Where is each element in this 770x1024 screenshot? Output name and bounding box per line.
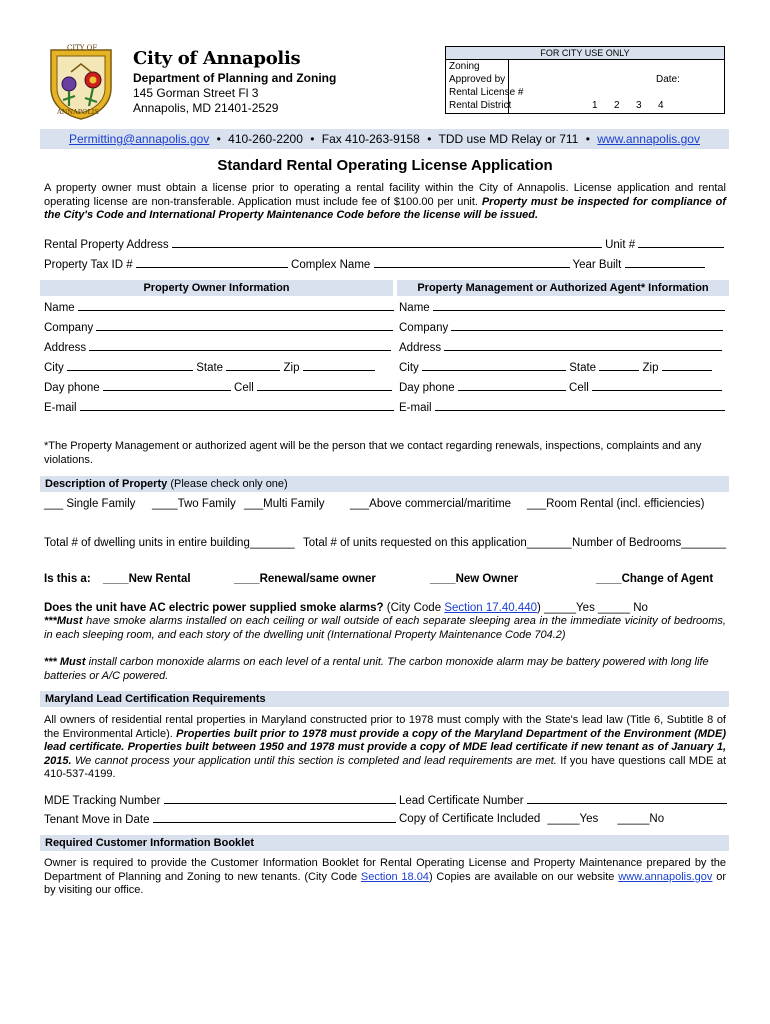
department-street: 145 Gorman Street Fl 3: [133, 86, 259, 100]
unit-label: Unit #: [605, 239, 636, 251]
owner-zip-label: Zip: [283, 362, 300, 374]
mde-tracking-row: [44, 794, 396, 807]
owner-city-row: [44, 361, 375, 374]
contact-separator: •: [216, 132, 221, 146]
owner-address-label: Address: [44, 342, 87, 354]
copy-included-row: [399, 813, 664, 825]
tenant-move-in-field[interactable]: [153, 813, 396, 823]
contact-email-link[interactable]: Permitting@annapolis.gov: [69, 132, 210, 146]
owner-heading: Property Owner Information: [143, 282, 290, 294]
owner-phone-row: [44, 381, 392, 394]
smoke-code-prefix: (City Code: [386, 602, 442, 614]
co-alarm-note: [44, 656, 728, 683]
smoke-alarm-question-row: [44, 602, 648, 614]
owner-name-label: Name: [44, 302, 75, 314]
booklet-code-link[interactable]: Section 18.04: [360, 870, 429, 883]
total-dwelling-units[interactable]: Total # of dwelling units in entire building_______: [44, 537, 295, 549]
owner-city-label: City: [44, 362, 64, 374]
department-city: Annapolis, MD 21401-2529: [133, 101, 279, 115]
property-type-option[interactable]: ___Room Rental (incl. efficiencies): [527, 498, 705, 510]
agent-phone-row: [399, 381, 722, 394]
lead-paragraph: [44, 714, 726, 782]
agent-address-field[interactable]: [444, 341, 722, 351]
booklet-website-link[interactable]: www.annapolis.gov: [618, 870, 713, 883]
agent-company-row: [399, 321, 723, 334]
owner-name-field[interactable]: [78, 301, 394, 311]
lead-certificate-label: Lead Certificate Number: [399, 795, 524, 807]
smoke-code-link[interactable]: Section 17.40.440: [444, 602, 538, 614]
contact-website-link[interactable]: www.annapolis.gov: [597, 132, 700, 146]
property-type-option[interactable]: ___ Single Family: [44, 498, 136, 510]
agent-address-label: Address: [399, 342, 442, 354]
lead-text-1: All owners of residential rental properties in Maryland constructed prior to 1978 must comply with the State's lead law (Title 6, Subtitle 8 of the Environmental Article).: [44, 714, 726, 740]
form-title: Standard Rental Operating License Application: [217, 157, 553, 174]
city-use-date: Date:: [656, 74, 680, 85]
department-name: Department of Planning and Zoning: [133, 71, 337, 85]
number-of-bedrooms[interactable]: Number of Bedrooms_______: [572, 537, 727, 549]
contact-phone: 410-260-2200: [228, 132, 303, 146]
application-type-option[interactable]: ____New Owner: [430, 573, 519, 585]
city-seal-logo: [45, 44, 117, 120]
copy-included-yes[interactable]: _____Yes: [547, 813, 599, 825]
property-type-option[interactable]: ___Multi Family: [244, 498, 325, 510]
smoke-no-option[interactable]: _____ No: [598, 602, 648, 614]
description-heading: Description of Property: [45, 478, 168, 490]
tenant-move-in-row: [44, 813, 396, 826]
agent-heading: Property Management or Authorized Agent* Information: [417, 282, 709, 294]
city-use-rental-license: Rental License #: [449, 87, 524, 98]
agent-city-row: [399, 361, 712, 374]
owner-email-row: [44, 401, 394, 414]
owner-company-label: Company: [44, 322, 94, 334]
application-type-option[interactable]: ____Change of Agent: [596, 573, 714, 585]
seal-text-top: CITY OF: [67, 44, 98, 52]
agent-state-label: State: [569, 362, 597, 374]
owner-company-field[interactable]: [96, 321, 393, 331]
application-type-label: Is this a:: [44, 573, 91, 585]
intro-text: A property owner must obtain a license prior to operating a rental facility within the City of Annapolis. License application and rental operating license are non-transferable. Application must include fee of $100.00 per unit.: [44, 182, 726, 208]
smoke-yes-option[interactable]: _____Yes: [544, 602, 595, 614]
city-use-district-1: 1: [592, 100, 598, 111]
city-name: City of Annapolis: [133, 48, 301, 69]
owner-day-phone-field[interactable]: [103, 381, 231, 391]
description-heading-note: (Please check only one): [170, 478, 288, 490]
agent-city-field[interactable]: [422, 361, 566, 371]
total-units-requested[interactable]: Total # of units requested on this application_______: [303, 537, 572, 549]
contact-tdd: TDD use MD Relay or 711: [438, 132, 579, 146]
booklet-text-3: or by visiting our office.: [44, 870, 726, 896]
rental-property-address-label: Rental Property Address: [44, 239, 169, 251]
description-heading-bar: [40, 476, 729, 492]
owner-company-row: [44, 321, 393, 334]
agent-email-row: [399, 401, 725, 414]
application-type-option[interactable]: ____New Rental: [103, 573, 191, 585]
owner-city-field[interactable]: [67, 361, 193, 371]
contact-bar: [40, 129, 729, 149]
intro-paragraph: [44, 182, 726, 223]
owner-address-field[interactable]: [89, 341, 391, 351]
contact-separator: •: [427, 132, 432, 146]
owner-cell-label: Cell: [234, 382, 254, 394]
agent-name-label: Name: [399, 302, 430, 314]
agent-day-phone-label: Day phone: [399, 382, 455, 394]
owner-email-field[interactable]: [80, 401, 394, 411]
city-use-box: [445, 46, 725, 114]
rental-property-address-row: [44, 238, 724, 251]
tax-complex-row: [44, 258, 705, 271]
lead-certificate-row: [399, 794, 727, 807]
agent-email-field[interactable]: [435, 401, 725, 411]
agent-state-field[interactable]: [599, 361, 639, 371]
city-use-zoning: Zoning: [449, 61, 480, 72]
application-type-option[interactable]: ____Renewal/same owner: [234, 573, 376, 585]
unit-field[interactable]: [638, 238, 724, 248]
agent-email-label: E-mail: [399, 402, 432, 414]
smoke-note-bold: ***Must: [44, 615, 83, 627]
complex-name-label: Complex Name: [291, 259, 371, 271]
rental-property-address-field[interactable]: [172, 238, 602, 248]
agent-note: *The Property Management or authorized agent will be the person that we contact regarding renewals, inspections, complaints and any violations.: [44, 440, 702, 466]
contact-separator: •: [585, 132, 590, 146]
mde-tracking-label: MDE Tracking Number: [44, 795, 161, 807]
contact-fax: Fax 410-263-9158: [321, 132, 420, 146]
owner-state-label: State: [196, 362, 224, 374]
agent-cell-label: Cell: [569, 382, 589, 394]
booklet-text: Owner is required to provide the Customer Information Booklet for Rental Operating License and Property Maintenance prepared by the Department of Planning and Zoning to new tenants. (City Code: [44, 857, 726, 883]
booklet-text-2: ) Copies are available on our website: [428, 870, 615, 883]
smoke-code-suffix: ): [537, 602, 541, 614]
smoke-alarm-note: [44, 615, 726, 642]
co-note-text: install carbon monoxide alarms on each level of a rental unit. The carbon monoxide alarm may be battery powered with long life batteries or A/C powered.: [44, 656, 709, 682]
lead-text-4: If you have questions call MDE at 410-537-4199.: [44, 754, 726, 780]
copy-included-label: Copy of Certificate Included: [399, 813, 541, 825]
owner-zip-field[interactable]: [303, 361, 375, 371]
booklet-heading: Required Customer Information Booklet: [40, 835, 729, 851]
agent-name-field[interactable]: [433, 301, 725, 311]
co-note-bold: *** Must: [44, 656, 86, 668]
tenant-move-in-label: Tenant Move in Date: [44, 814, 150, 826]
copy-included-no[interactable]: _____No: [617, 813, 665, 825]
agent-company-field[interactable]: [451, 321, 723, 331]
owner-cell-field[interactable]: [257, 381, 392, 391]
contact-separator: •: [310, 132, 315, 146]
city-use-district-3: 3: [636, 100, 642, 111]
agent-day-phone-field[interactable]: [458, 381, 566, 391]
smoke-alarm-question: Does the unit have AC electric power supplied smoke alarms?: [44, 602, 384, 614]
agent-city-label: City: [399, 362, 419, 374]
owner-email-label: E-mail: [44, 402, 77, 414]
complex-name-field[interactable]: [374, 258, 570, 268]
agent-cell-field[interactable]: [592, 381, 722, 391]
intro-bold-text: Property must be inspected for compliance of the City's Code and International Property Maintenance Code before the license will be issued.: [44, 195, 727, 221]
city-use-approved-by: Approved by: [449, 74, 506, 85]
city-use-district-2: 2: [614, 100, 620, 111]
city-use-rental-district: Rental District: [449, 100, 512, 111]
year-built-field[interactable]: [625, 258, 705, 268]
agent-address-row: [399, 341, 722, 354]
lead-heading: Maryland Lead Certification Requirements: [40, 691, 729, 707]
property-tax-id-label: Property Tax ID #: [44, 259, 133, 271]
lead-certificate-field[interactable]: [527, 794, 727, 804]
seal-text-bottom: ANNAPOLIS: [57, 108, 99, 116]
lead-text-italic: We cannot process your application until this section is completed and lead requirements are met.: [75, 754, 557, 767]
property-type-option[interactable]: ___Above commercial/maritime: [350, 498, 512, 510]
smoke-note-text: have smoke alarms installed on each ceiling or wall outside of each separate sleeping area in the immediate vicinity of bedrooms, in each sleeping room, and each story of the dwelling unit (International Property Maintenance Code 704.2): [44, 615, 726, 641]
property-tax-id-field[interactable]: [136, 258, 288, 268]
owner-state-field[interactable]: [226, 361, 280, 371]
owner-day-phone-label: Day phone: [44, 382, 100, 394]
owner-name-row: [44, 301, 394, 314]
owner-address-row: [44, 341, 391, 354]
agent-name-row: [399, 301, 725, 314]
year-built-label: Year Built: [572, 259, 622, 271]
agent-company-label: Company: [399, 322, 449, 334]
lead-text-bold: Properties built prior to 1978 must provide a copy of the Maryland Department of the Environment (MDE) lead certificate. Properties built between 1950 and 1978 must provide a copy of MDE lead certificate if new tenant as of January 1, 2015.: [44, 727, 726, 767]
city-use-title: FOR CITY USE ONLY: [446, 47, 724, 60]
agent-zip-field[interactable]: [662, 361, 712, 371]
agent-zip-label: Zip: [642, 362, 659, 374]
property-type-option[interactable]: ____Two Family: [152, 498, 236, 510]
booklet-paragraph: [44, 857, 726, 898]
mde-tracking-field[interactable]: [164, 794, 396, 804]
city-use-district-4: 4: [658, 100, 664, 111]
